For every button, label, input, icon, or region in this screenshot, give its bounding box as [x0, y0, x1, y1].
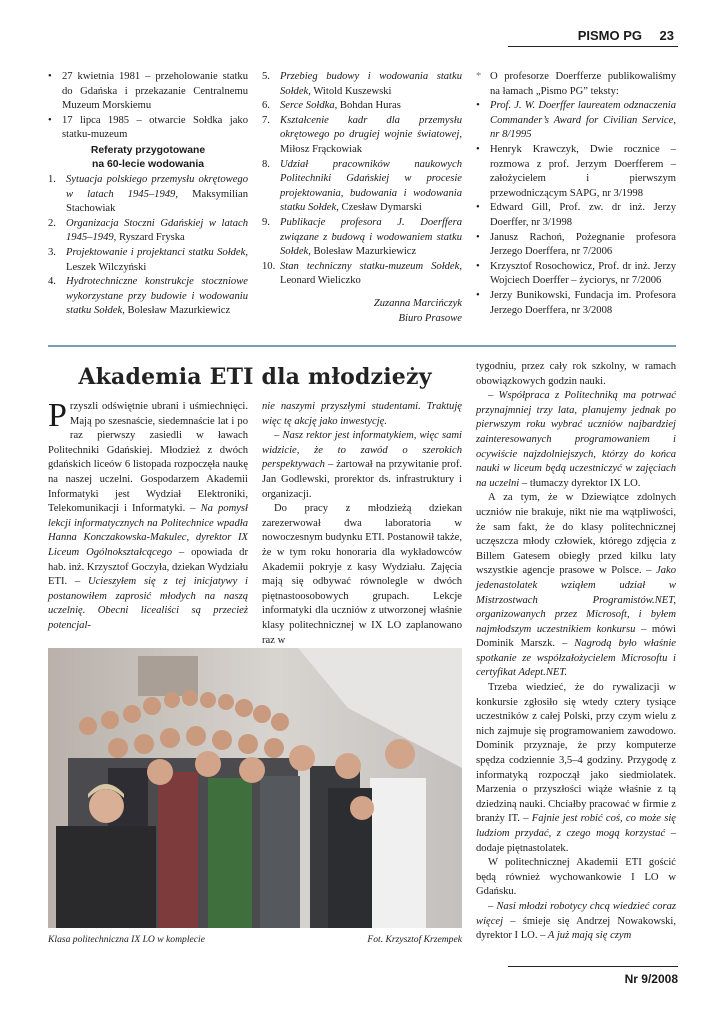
- list-item: • Henryk Krawczyk, Dwie rocznice – rozmowa z prof. Jerzym Doerfferem – założycielem i pierwszym przewodniczącym SAPG, nr 3/1998: [476, 143, 676, 201]
- quote-run: Ucieszyłem się z tej inicjatywy i postanowiłem zaprosić młodych na naszą uczelnię. Obecni licealiści są przecież potencjal-: [48, 576, 248, 631]
- signature-office: Biuro Prasowe: [398, 312, 462, 324]
- text-run: – tłumaczy dyrektor IX LO.: [519, 477, 641, 489]
- list-item: • Jerzy Bunikowski, Fundacja im. Profesora Jerzego Doerffera, nr 3/2008: [476, 289, 676, 318]
- paper-title: Stan techniczny statku-muzeum Sołdek: [280, 260, 460, 272]
- list-item: • Prof. J. W. Doerffer laureatem odznaczenia Commander’s Award for Civilian Service, nr 8/1995: [476, 99, 676, 143]
- paper-author: , Bolesław Mazurkiewicz: [122, 305, 231, 317]
- list-item: [48, 275, 248, 319]
- paper-title: Serce Sołdka: [280, 100, 335, 112]
- timeline-list: [48, 70, 248, 143]
- magazine-title: PISMO PG: [577, 28, 642, 43]
- quote-run: – Współpraca z Politechniką ma potrwać przynajmniej trzy lata, planujemy jednak po pierwszym roku wybrać uczniów najbardziej zainteresowanych programowaniem i ocywiście najzdolniejszych, którzy do końca nauki w liceum będą uczestniczyć w zajęciach na uczelni: [476, 390, 676, 489]
- publications-list: [476, 70, 676, 318]
- article-paragraph: W politechnicznej Akademii ETI gościć będą również wychowankowie I LO w Gdańsku.: [476, 857, 676, 898]
- photo-caption: Klasa politechniczna IX LO w komplecie: [48, 934, 205, 945]
- paper-title: Sytuacja polskiego przemysłu okrętowego w latach 1945–1949: [66, 173, 248, 200]
- issue-number: Nr 9/2008: [624, 972, 678, 986]
- article-paragraph: [476, 681, 676, 856]
- article-column-2: [262, 400, 462, 648]
- quote-run: nie naszymi przyszłymi studentami. Traktuję więc tę akcję jako inwestycję.: [262, 401, 462, 427]
- papers-list: [48, 173, 248, 319]
- text-run: – śmieje się Andrzej Nowakowski, dyrektor I LO. –: [476, 915, 676, 942]
- top-column-2: [262, 70, 462, 326]
- header-rule: [508, 46, 678, 47]
- photo-credit: Fot. Krzysztof Krzempek: [367, 934, 462, 945]
- text-run: – dodaje piętnastolatek.: [476, 828, 676, 854]
- list-item: [262, 70, 462, 99]
- running-header: [508, 28, 678, 48]
- paper-author: , Leszek Wilczyński: [66, 246, 248, 273]
- quote-run: Jako jedenastolatek wziąłem udział w Mistrzostwach Programistów.NET, organizowanych przez Microsoft, i byłem najmłodszym uczestnikiem konkursu: [476, 565, 677, 635]
- item-number: 10.: [262, 260, 276, 272]
- paper-title: Projektowanie i projektanci statku Sołdek: [66, 246, 246, 258]
- article-paragraph: [48, 397, 248, 634]
- papers-list: [262, 70, 462, 289]
- paper-author: , Witold Kuszewski: [308, 85, 392, 97]
- item-number: 5.: [262, 71, 270, 82]
- article-paragraph: tygodniu, przez cały rok szkolny, w ramach obowiązkowych godzin nauki.: [476, 361, 676, 387]
- section-heading-line-1: Referaty przygotowane: [90, 144, 206, 156]
- text-run: – mówi Dominik Marszk. –: [476, 623, 676, 650]
- paper-author: , Bolesław Mazurkiewicz: [308, 246, 417, 258]
- page-number: 23: [659, 28, 674, 43]
- paper-title: Przebieg budowy i wodowania statku Sołdek: [280, 71, 462, 97]
- section-heading: [48, 144, 248, 172]
- list-item: [262, 99, 462, 114]
- quote-run: Nasi młodzi robotycy chcą wiedzieć coraz więcej: [476, 900, 676, 927]
- list-item: [262, 216, 462, 260]
- text-run: A za tym, że w Dziewiątce zdolnych uczniów nie brakuje, nikt nie ma wątpliwości, że sam fakt, że do klasy politechnicznej uczęszcza młody człowiek, którego zdjęcia z Billem Gatesem obiegły przed kilku laty wszystkie agencje prasowe w Polsce. –: [476, 492, 676, 577]
- paper-title: Kształcenie kadr dla przemysłu okrętowego po drugiej wojnie światowej: [280, 114, 462, 141]
- paper-author: , Maksymilian Stachowiak: [66, 188, 248, 215]
- article-column-3: [476, 360, 676, 944]
- list-item: • 27 kwietnia 1981 – przeholowanie statku do Gdańska i przekazanie Centralnemu Muzeum Morskiemu: [48, 70, 248, 114]
- text-run: –: [488, 900, 497, 912]
- paper-title: Publikacje profesora J. Doerffera związane z budową i wodowaniem statku Sołdek: [280, 216, 462, 258]
- list-item: • Janusz Rachoń, Pożegnanie profesora Jerzego Doerffera, nr 7/2006: [476, 231, 676, 260]
- paper-title: Hydrotechniczne konstrukcje stoczniowe wykorzystane przy budowie i wodowaniu statku Sołdek: [66, 276, 248, 317]
- item-number: 2.: [48, 217, 56, 229]
- group-photo: [48, 648, 462, 928]
- list-item: [262, 158, 462, 216]
- group-photo-illustration: [48, 648, 462, 928]
- top-column-3: [476, 70, 676, 318]
- drop-cap: P: [48, 397, 67, 434]
- article-paragraph: [476, 491, 676, 681]
- section-heading-line-2: na 60-lecie wodowania: [91, 158, 205, 170]
- text-run: rzyszli odświętnie ubrani i uśmiechnięci. Mają po szesnaście, siedemnaście lat i po raz pierwszy zasiedli w ławach Politechniki Gdańskiej. Młodzież z dwóch gdańskich liceów 6 listopada rozpoczęła naukę na naszej uczelni. Gospodarzem Akademii Informatyki jest Wydział Elektroniki, Telekomunikacji i Informatyki. –: [48, 401, 248, 515]
- list-item: [262, 260, 462, 289]
- list-item: • Edward Gill, Prof. zw. dr inż. Jerzy Doerffer, nr 3/1998: [476, 201, 676, 230]
- article-paragraph: [262, 429, 462, 502]
- text-run: – żartował na przywitanie prof. Jan Godlewski, prorektor ds. infrastruktury i organizacji.: [262, 459, 462, 500]
- article-paragraph: [476, 389, 676, 491]
- item-number: 9.: [262, 216, 270, 228]
- section-divider: [48, 345, 676, 347]
- footer-rule: [508, 966, 678, 967]
- quote-run: Fajnie jest robić coś, co może się ludziom przydać, z czego mogą korzystać: [476, 813, 676, 839]
- list-intro: * O profesorze Doerfferze publikowaliśmy na łamach „Pismo PG” teksty:: [476, 70, 676, 99]
- text-run: – opowiada dr hab. inż. Krzysztof Goczyła, dziekan Wydziału ETI. –: [48, 546, 248, 588]
- quote-run: Na pomysł lekcji informatycznych na Politechnice wpadła Hanna Konczakowska-Makulec, dyrektor IX Liceum Ogólnokształcącego: [48, 503, 248, 558]
- quote-run: Nasz rektor jest informatykiem, więc sami widzicie, że to zawód o szerokich perspektywach: [262, 430, 462, 471]
- article-paragraph: Do pracy z młodzieżą dziekan zarezerwował dwa laboratoria w nowoczesnym budynku ETI. Postanowił także, że w tym roku honoraria dla wykładowców Akademii pokryje z kasy Wydziału. Zajęcia mają się odbywać równolegle w dwóch piętnastoosobowych grupach. Lekcje informatyki dla uczniów z utworzonej właśnie klasy politechnicznej w IX LO zaplanowano raz w: [262, 503, 462, 646]
- quote-run: Nagrodą było właśnie spotkanie ze współzałożycielem Microsoftu i certyfikat Adept.NET.: [476, 638, 676, 679]
- list-item: [48, 246, 248, 275]
- list-item: • Krzysztof Rosochowicz, Prof. dr inż. Jerzy Wojciech Doerffer – życiorys, nr 7/2006: [476, 260, 676, 289]
- list-item: [262, 114, 462, 158]
- signature-name: Zuzanna Marcińczyk: [373, 297, 462, 309]
- paper-author: , Bohdan Huras: [334, 100, 401, 112]
- list-item: [48, 173, 248, 217]
- article-column-1: [48, 397, 248, 634]
- paper-title: Organizacja Stoczni Gdańskiej w latach 1945–1949: [66, 217, 248, 244]
- item-number: 1.: [48, 173, 56, 185]
- quote-run: A już mają się czym: [545, 930, 632, 942]
- item-number: 8.: [262, 158, 270, 170]
- paper-title: Udział pracowników naukowych Politechniki Gdańskiej w procesie projektowania, budowania i wodowania statku Sołdek: [280, 158, 462, 214]
- item-number: 6.: [262, 100, 270, 112]
- article-paragraph: [262, 400, 462, 429]
- paper-author: , Miłosz Frąckowiak: [280, 129, 462, 155]
- list-item: • 17 lipca 1985 – otwarcie Sołdka jako statku-muzeum: [48, 114, 248, 143]
- paper-author: , Czesław Dymarski: [336, 202, 422, 214]
- paper-author: , Leonard Wieliczko: [280, 260, 462, 287]
- item-number: 7.: [262, 114, 270, 126]
- text-run: –: [274, 430, 283, 442]
- item-number: 3.: [48, 246, 56, 258]
- text-run: Trzeba wiedzieć, że do rywalizacji w konkursie zgłosiło się wtedy cztery tysiące uczestników z całej Polski, przy czym wielu z nich zajmuje się programowaniem zawodowo. Dominik przyznaje, że przy komputerze spędza codziennie 3,5–4 godziny. Przygodę z informatyką rozpoczął jako siedmiolatek. Marzenia o przyszłości wiąże właśnie z tą dziedziną nauki. Chciałby pracować w firmie z branży IT. –: [476, 682, 676, 825]
- article-paragraph: [476, 900, 676, 944]
- item-number: 4.: [48, 276, 56, 288]
- top-column-1: [48, 70, 248, 319]
- article-title: Akademia ETI dla młodzieży: [78, 364, 432, 390]
- paper-author: , Ryszard Fryska: [113, 232, 185, 244]
- list-item: [48, 217, 248, 246]
